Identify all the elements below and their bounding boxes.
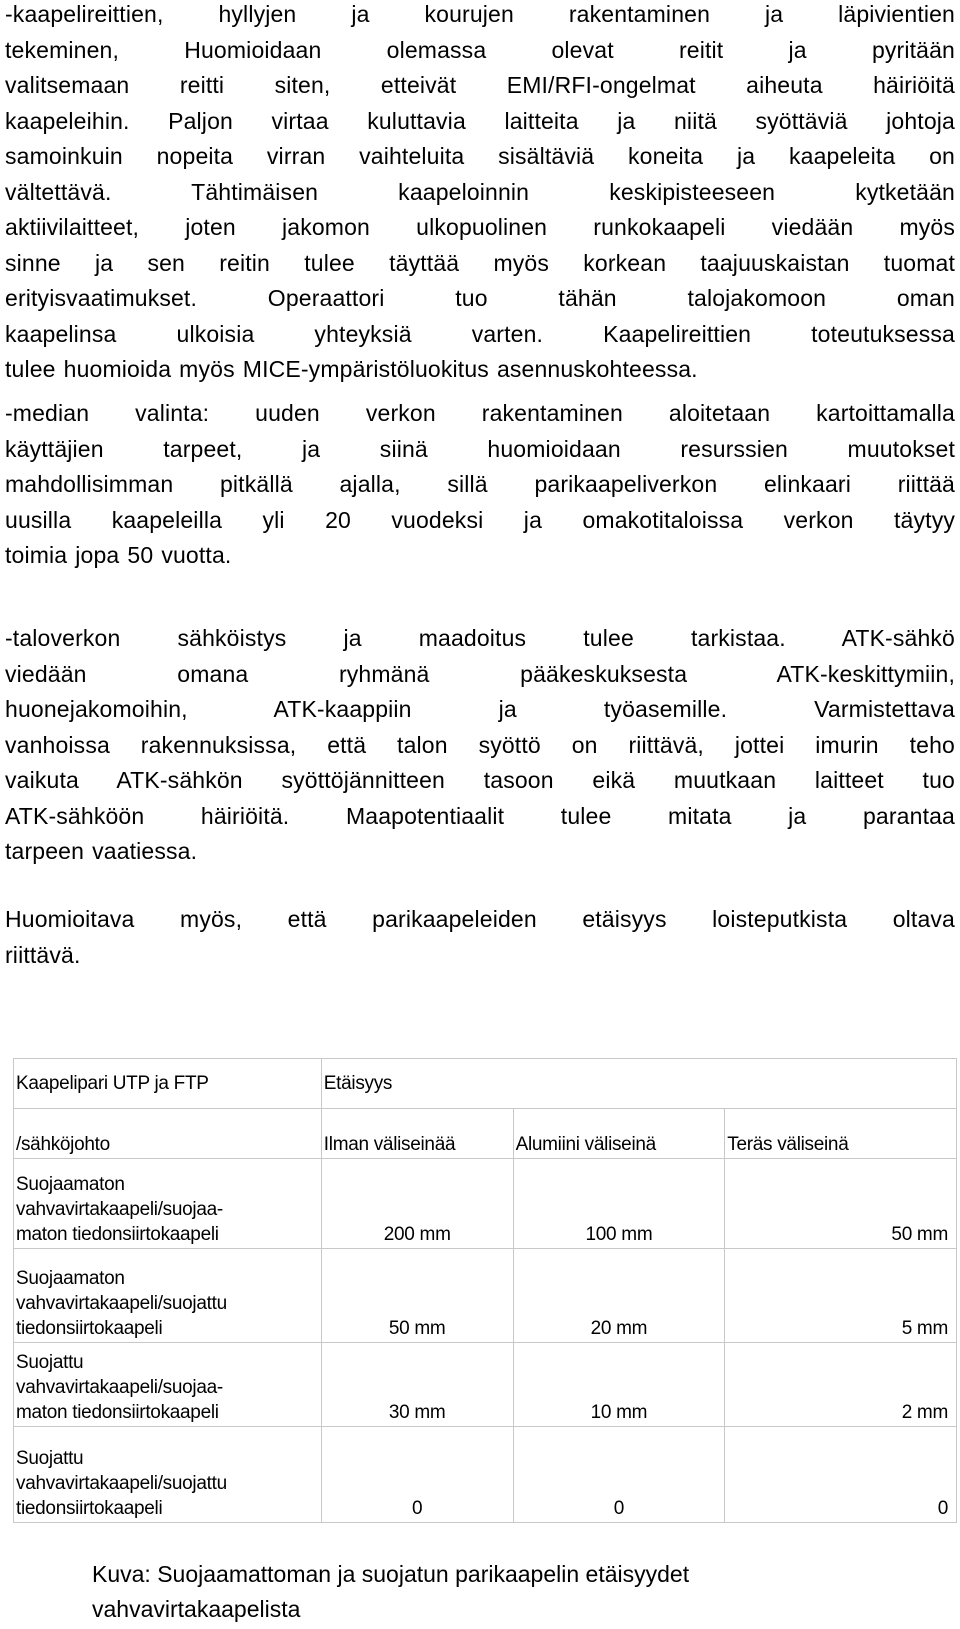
cable-distance-table	[13, 1058, 957, 1523]
caption-line: vahvavirtakaapelista	[92, 1596, 301, 1622]
table-cell-value: 10 mm	[513, 1343, 725, 1427]
text-line: mahdollisimman pitkällä ajalla, sillä parikaapeliverkon elinkaari riittää	[5, 471, 955, 497]
paragraph-electrification-grounding	[5, 621, 955, 870]
table-cell-value: 50 mm	[321, 1249, 513, 1343]
table-cell-label	[14, 1343, 322, 1427]
table-cell-value: 0	[513, 1427, 725, 1523]
paragraph-media-selection	[5, 396, 955, 574]
text-line: huonejakomoihin, ATK-kaappiin ja työasemille. Varmistettava	[5, 696, 955, 722]
table-cell-value: 50 mm	[725, 1159, 957, 1249]
text-line: valitsemaan reitti siten, etteivät EMI/RFI-ongelmat aiheuta häiriöitä	[5, 72, 955, 98]
label-line: Suojaamaton	[16, 1268, 125, 1289]
text-line: vaikuta ATK-sähkön syöttöjännitteen tasoon eikä muutkaan laitteet tuo	[5, 767, 955, 793]
text-line: tulee huomioida myös MICE-ympäristöluokitus asennuskohteessa.	[5, 356, 698, 382]
text-line: tarpeen vaatiessa.	[5, 838, 198, 864]
caption-line: Kuva: Suojaamattoman ja suojatun parikaapelin etäisyydet	[92, 1561, 690, 1587]
table-header-cell: Kaapelipari UTP ja FTP	[14, 1059, 322, 1109]
text-line: Huomioitava myös, että parikaapeleiden etäisyys loisteputkista oltava	[5, 906, 955, 932]
table-header-row	[14, 1059, 957, 1109]
table-header-cell: Ilman väliseinää	[321, 1109, 513, 1159]
text-line: tekeminen, Huomioidaan olemassa olevat reitit ja pyritään	[5, 36, 955, 63]
text-line: toimia jopa 50 vuotta.	[5, 542, 232, 568]
text-line: -median valinta: uuden verkon rakentaminen aloitetaan kartoittamalla	[5, 400, 955, 426]
text-line: viedään omana ryhmänä pääkeskuksesta ATK-keskittymiin,	[5, 660, 955, 687]
label-line: vahvavirtakaapeli/suojaa-	[16, 1377, 223, 1398]
label-line: tiedonsiirtokaapeli	[16, 1318, 163, 1339]
text-line: käyttäjien tarpeet, ja siinä huomioidaan resurssien muutokset	[5, 435, 955, 462]
text-line: -taloverkon sähköistys ja maadoitus tulee tarkistaa. ATK-sähkö	[5, 625, 955, 651]
text-line: samoinkuin nopeita virran vaihteluita sisältäviä koneita ja kaapeleita on	[5, 143, 955, 169]
table-header-row	[14, 1109, 957, 1159]
table-cell-label	[14, 1249, 322, 1343]
text-line: erityisvaatimukset. Operaattori tuo tähän talojakomoon oman	[5, 285, 955, 311]
text-line: uusilla kaapeleilla yli 20 vuodeksi ja omakotitaloissa verkon täytyy	[5, 506, 955, 533]
paragraph-fluorescent-distance	[5, 902, 955, 973]
table-row	[14, 1427, 957, 1523]
table-cell-value: 5 mm	[725, 1249, 957, 1343]
text-line: riittävä.	[5, 941, 81, 968]
paragraph-cable-routes	[5, 0, 955, 388]
label-line: Suojattu	[16, 1352, 84, 1373]
text-line: -kaapelireittien, hyllyjen ja kourujen rakentaminen ja läpivientien	[5, 1, 955, 27]
table-cell-label	[14, 1427, 322, 1523]
label-line: Suojaamaton	[16, 1174, 125, 1195]
table-row	[14, 1159, 957, 1249]
label-line: vahvavirtakaapeli/suojattu	[16, 1473, 227, 1494]
table-row	[14, 1343, 957, 1427]
table-header-cell: Alumiini väliseinä	[513, 1109, 725, 1159]
table-cell-value: 0	[725, 1427, 957, 1523]
table-cell-value: 100 mm	[513, 1159, 725, 1249]
table-cell-value: 2 mm	[725, 1343, 957, 1427]
table-row	[14, 1249, 957, 1343]
table-header-cell: /sähköjohto	[14, 1109, 322, 1159]
table-header-cell: Etäisyys	[321, 1059, 956, 1109]
label-line: Suojattu	[16, 1448, 84, 1469]
label-line: maton tiedonsiirtokaapeli	[16, 1224, 219, 1245]
label-line: vahvavirtakaapeli/suojaa-	[16, 1199, 223, 1220]
table-cell-value: 20 mm	[513, 1249, 725, 1343]
table-cell-value: 30 mm	[321, 1343, 513, 1427]
table-header-cell: Teräs väliseinä	[725, 1109, 957, 1159]
text-line: sinne ja sen reitin tulee täyttää myös korkean taajuuskaistan tuomat	[5, 249, 955, 276]
label-line: tiedonsiirtokaapeli	[16, 1498, 163, 1519]
table-cell-value: 0	[321, 1427, 513, 1523]
text-line: aktiivilaitteet, joten jakomon ulkopuolinen runkokaapeli viedään myös	[5, 214, 955, 240]
label-line: vahvavirtakaapeli/suojattu	[16, 1293, 227, 1314]
table-cell-label	[14, 1159, 322, 1249]
figure-caption	[92, 1557, 892, 1627]
text-line: ATK-sähköön häiriöitä. Maapotentiaalit tulee mitata ja parantaa	[5, 802, 955, 829]
table-cell-value: 200 mm	[321, 1159, 513, 1249]
label-line: maton tiedonsiirtokaapeli	[16, 1402, 219, 1423]
text-line: vanhoissa rakennuksissa, että talon syöttö on riittävä, jottei imurin teho	[5, 731, 955, 758]
text-line: vältettävä. Tähtimäisen kaapeloinnin keskipisteeseen kytketään	[5, 178, 955, 205]
text-line: kaapelinsa ulkoisia yhteyksiä varten. Kaapelireittien toteutuksessa	[5, 320, 955, 347]
text-line: kaapeleihin. Paljon virtaa kuluttavia laitteita ja niitä syöttäviä johtoja	[5, 107, 955, 134]
